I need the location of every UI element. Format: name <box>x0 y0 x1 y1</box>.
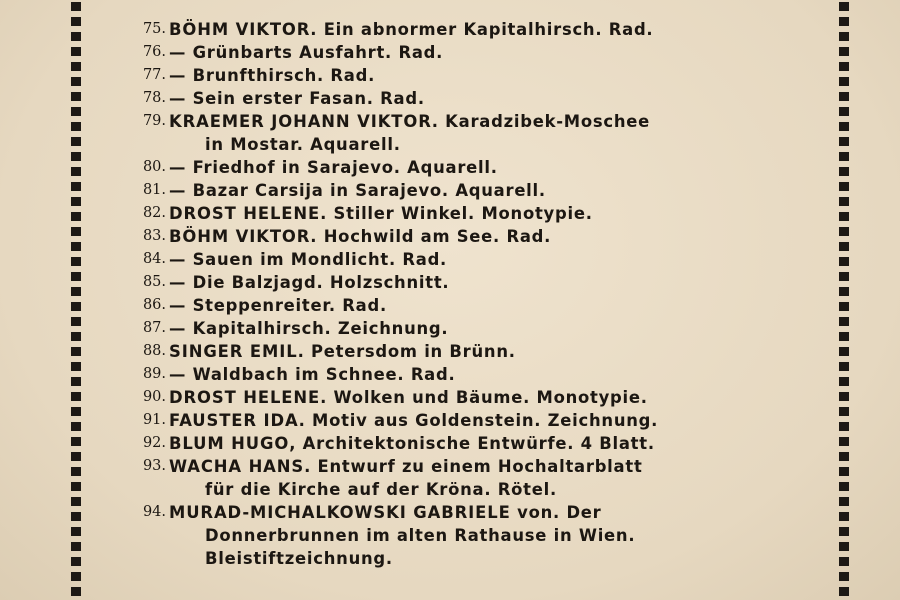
border-block <box>71 572 81 581</box>
catalog-entry <box>126 432 826 455</box>
entry-text <box>205 549 393 568</box>
entry-line <box>126 179 826 202</box>
border-block <box>71 542 81 551</box>
catalog-entry <box>126 225 826 248</box>
work-title: . Stiller Winkel. Monotypie. <box>320 204 593 223</box>
border-block <box>839 77 849 86</box>
border-block <box>839 392 849 401</box>
work-title: von. Der <box>510 503 602 522</box>
border-block <box>71 332 81 341</box>
border-block <box>839 137 849 146</box>
entry-line <box>126 432 826 455</box>
border-block <box>839 92 849 101</box>
entry-line <box>126 156 826 179</box>
work-title: — Sauen im Mondlicht. Rad. <box>169 250 448 269</box>
entry-text <box>169 501 602 524</box>
border-block <box>71 287 81 296</box>
border-block <box>839 152 849 161</box>
entry-number: 75. <box>142 21 166 37</box>
entry-text <box>169 64 375 87</box>
border-block <box>71 62 81 71</box>
entry-line <box>126 455 826 478</box>
border-block <box>71 212 81 221</box>
entry-line <box>126 294 826 317</box>
entry-text <box>169 271 449 294</box>
catalog-entry <box>126 64 826 87</box>
entry-text <box>169 225 551 248</box>
catalog-entry <box>126 248 826 271</box>
artist-name: WACHA HANS <box>169 457 305 476</box>
work-title: — Grünbarts Ausfahrt. Rad. <box>169 43 444 62</box>
border-block <box>839 167 849 176</box>
work-title: — Steppenreiter. Rad. <box>169 296 387 315</box>
border-block <box>71 377 81 386</box>
border-block <box>71 272 81 281</box>
entry-text <box>169 409 658 432</box>
border-block <box>71 527 81 536</box>
border-block <box>839 422 849 431</box>
border-block <box>839 287 849 296</box>
catalog-entry <box>126 202 826 225</box>
work-title: — Brunfthirsch. Rad. <box>169 66 376 85</box>
catalog-entry <box>126 41 826 64</box>
entry-line <box>126 87 826 110</box>
border-block <box>839 17 849 26</box>
border-block <box>839 437 849 446</box>
entry-text <box>169 156 498 179</box>
border-block <box>71 362 81 371</box>
border-block <box>71 197 81 206</box>
entry-text <box>169 432 655 455</box>
border-block <box>71 77 81 86</box>
border-block <box>839 47 849 56</box>
border-block <box>71 122 81 131</box>
work-title: — Kapitalhirsch. Zeichnung. <box>169 319 449 338</box>
entry-number: 87. <box>142 320 166 336</box>
entry-text <box>169 179 546 202</box>
border-block <box>71 242 81 251</box>
border-block <box>839 377 849 386</box>
entry-number: 83. <box>142 228 166 244</box>
border-block <box>71 317 81 326</box>
catalog-entry <box>126 271 826 294</box>
entry-line <box>126 501 826 524</box>
artist-name: FAUSTER IDA <box>169 411 299 430</box>
artist-name: BÖHM VIKTOR <box>169 227 311 246</box>
entry-text <box>169 202 593 225</box>
entry-line <box>126 363 826 386</box>
entry-line <box>126 41 826 64</box>
artist-name: KRAEMER JOHANN VIKTOR <box>169 112 432 131</box>
entry-number: 82. <box>142 205 166 221</box>
border-block <box>839 482 849 491</box>
entry-number: 89. <box>142 366 166 382</box>
catalog-entry <box>126 340 826 363</box>
left-decorative-border <box>71 0 81 600</box>
catalog-entry <box>126 110 826 156</box>
work-title: — Friedhof in Sarajevo. Aquarell. <box>169 158 498 177</box>
catalog-entry <box>126 156 826 179</box>
entry-number: 85. <box>142 274 166 290</box>
catalog-entry <box>126 294 826 317</box>
artist-name: MURAD-MICHALKOWSKI GABRIELE <box>169 503 511 522</box>
border-block <box>839 347 849 356</box>
border-block <box>71 47 81 56</box>
entry-number: 94. <box>142 504 166 520</box>
entry-number: 91. <box>142 412 166 428</box>
border-block <box>71 182 81 191</box>
entry-number: 90. <box>142 389 166 405</box>
entry-line <box>126 248 826 271</box>
work-title: . Entwurf zu einem Hochaltarblatt <box>304 457 643 476</box>
artist-name: DROST HELENE <box>169 388 321 407</box>
work-title: . Wolken und Bäume. Monotypie. <box>320 388 648 407</box>
border-block <box>71 587 81 596</box>
border-block <box>71 512 81 521</box>
border-block <box>839 2 849 11</box>
border-block <box>839 257 849 266</box>
entry-number: 77. <box>142 67 166 83</box>
entry-number: 80. <box>142 159 166 175</box>
entry-line <box>126 64 826 87</box>
catalog-entry <box>126 317 826 340</box>
work-title: — Waldbach im Schnee. Rad. <box>169 365 456 384</box>
entry-number: 92. <box>142 435 166 451</box>
entry-text <box>205 135 401 154</box>
work-title: — Sein erster Fasan. Rad. <box>169 89 425 108</box>
border-block <box>839 317 849 326</box>
artist-name: BÖHM VIKTOR <box>169 20 311 39</box>
entry-number: 76. <box>142 44 166 60</box>
work-title: — Bazar Carsija in Sarajevo. Aquarell. <box>169 181 546 200</box>
entry-number: 78. <box>142 90 166 106</box>
work-title: . Petersdom in Brünn. <box>297 342 516 361</box>
catalog-entry <box>126 386 826 409</box>
entry-continuation-line <box>126 524 826 547</box>
border-block <box>71 422 81 431</box>
entry-text <box>169 340 516 363</box>
border-block <box>839 557 849 566</box>
border-block <box>839 527 849 536</box>
work-title: in Mostar. Aquarell. <box>205 135 401 154</box>
catalog-entry <box>126 179 826 202</box>
entry-line <box>126 202 826 225</box>
border-block <box>839 242 849 251</box>
entry-text <box>169 41 443 64</box>
entry-text <box>169 455 643 478</box>
border-block <box>839 497 849 506</box>
border-block <box>71 347 81 356</box>
catalog-entry <box>126 363 826 386</box>
border-block <box>839 452 849 461</box>
entry-number: 81. <box>142 182 166 198</box>
catalog-entry <box>126 18 826 41</box>
artist-name: BLUM HUGO <box>169 434 290 453</box>
border-block <box>71 17 81 26</box>
border-block <box>839 512 849 521</box>
border-block <box>839 227 849 236</box>
entry-line <box>126 18 826 41</box>
catalog-entry <box>126 455 826 501</box>
work-title: für die Kirche auf der Kröna. Rötel. <box>205 480 557 499</box>
border-block <box>71 167 81 176</box>
border-block <box>839 407 849 416</box>
entry-line <box>126 386 826 409</box>
border-block <box>71 257 81 266</box>
border-block <box>839 467 849 476</box>
work-title: , Architektonische Entwürfe. 4 Blatt. <box>289 434 655 453</box>
border-block <box>839 107 849 116</box>
border-block <box>839 182 849 191</box>
work-title: . Motiv aus Goldenstein. Zeichnung. <box>298 411 659 430</box>
border-block <box>71 497 81 506</box>
border-block <box>839 542 849 551</box>
catalog-entry <box>126 501 826 570</box>
border-block <box>839 332 849 341</box>
right-decorative-border <box>839 0 849 600</box>
border-block <box>71 92 81 101</box>
work-title: . Hochwild am See. Rad. <box>310 227 552 246</box>
border-block <box>71 227 81 236</box>
border-block <box>839 197 849 206</box>
entry-number: 88. <box>142 343 166 359</box>
work-title: . Ein abnormer Kapitalhirsch. Rad. <box>310 20 654 39</box>
border-block <box>839 32 849 41</box>
entry-line <box>126 409 826 432</box>
entry-text <box>169 87 425 110</box>
border-block <box>839 587 849 596</box>
entry-line <box>126 317 826 340</box>
entry-number: 86. <box>142 297 166 313</box>
work-title: — Die Balzjagd. Holzschnitt. <box>169 273 450 292</box>
entry-text <box>169 317 448 340</box>
entry-text <box>169 248 447 271</box>
border-block <box>839 62 849 71</box>
artist-name: DROST HELENE <box>169 204 321 223</box>
border-block <box>71 137 81 146</box>
border-block <box>71 467 81 476</box>
border-block <box>71 557 81 566</box>
border-block <box>839 572 849 581</box>
border-block <box>839 212 849 221</box>
entry-number: 93. <box>142 458 166 474</box>
entry-text <box>169 363 455 386</box>
work-title: . Karadzibek-Moschee <box>431 112 650 131</box>
border-block <box>71 302 81 311</box>
entry-number: 84. <box>142 251 166 267</box>
entry-text <box>169 18 653 41</box>
entry-text <box>169 110 650 133</box>
entry-text <box>169 386 648 409</box>
work-title: Bleistiftzeichnung. <box>205 549 393 568</box>
border-block <box>71 32 81 41</box>
entry-number: 79. <box>142 113 166 129</box>
border-block <box>71 437 81 446</box>
border-block <box>839 362 849 371</box>
entry-text <box>169 294 387 317</box>
entry-continuation-line <box>126 133 826 156</box>
border-block <box>71 152 81 161</box>
entry-continuation-line <box>126 547 826 570</box>
entry-line <box>126 340 826 363</box>
entry-text <box>205 480 557 499</box>
catalog-list <box>126 18 826 570</box>
border-block <box>71 482 81 491</box>
entry-line <box>126 110 826 133</box>
artist-name: SINGER EMIL <box>169 342 298 361</box>
entry-continuation-line <box>126 478 826 501</box>
catalog-entry <box>126 87 826 110</box>
border-block <box>71 452 81 461</box>
border-block <box>839 302 849 311</box>
border-block <box>839 122 849 131</box>
border-block <box>71 392 81 401</box>
work-title: Donnerbrunnen im alten Rathause in Wien. <box>205 526 636 545</box>
border-block <box>71 107 81 116</box>
entry-line <box>126 271 826 294</box>
border-block <box>839 272 849 281</box>
entry-line <box>126 225 826 248</box>
border-block <box>71 407 81 416</box>
border-block <box>71 2 81 11</box>
entry-text <box>205 526 635 545</box>
catalog-entry <box>126 409 826 432</box>
